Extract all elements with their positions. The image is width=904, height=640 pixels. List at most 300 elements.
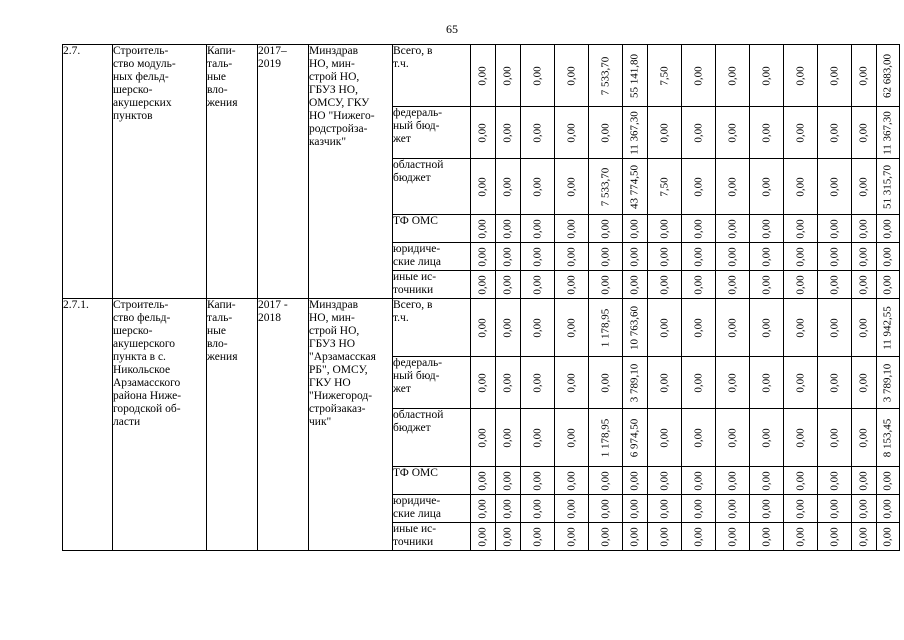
value-text: 0,00 <box>794 274 806 295</box>
value-text: 7 533,70 <box>599 56 611 95</box>
value-text: 0,00 <box>565 218 577 239</box>
value-cell <box>623 495 648 523</box>
value-text: 3 789,10 <box>628 363 641 402</box>
period: 2017 - 2018 <box>258 299 309 551</box>
value-text: 0,00 <box>565 498 577 519</box>
value-cell <box>784 495 818 523</box>
value-cell <box>852 299 877 357</box>
value-cell <box>471 409 496 467</box>
value-cell <box>471 159 496 215</box>
value-text: 0,00 <box>760 246 772 267</box>
group-code: 2.7. <box>63 45 113 299</box>
value-text: 0,00 <box>476 526 489 547</box>
value-text: 0,00 <box>794 427 806 448</box>
value-text: 0,00 <box>794 218 806 239</box>
value-cell <box>852 523 877 551</box>
value-cell <box>750 299 784 357</box>
value-text: 0,00 <box>760 427 772 448</box>
value-cell <box>784 299 818 357</box>
value-cell <box>471 215 496 243</box>
value-cell <box>589 215 623 243</box>
value-cell <box>648 215 682 243</box>
value-cell <box>623 409 648 467</box>
value-cell <box>496 243 521 271</box>
value-cell <box>818 299 852 357</box>
value-text: 0,00 <box>828 526 840 547</box>
value-cell <box>682 107 716 159</box>
value-cell <box>589 495 623 523</box>
value-text: 0,00 <box>881 274 894 295</box>
funding-source: областной бюджет <box>393 159 471 215</box>
value-text: 0,00 <box>599 470 611 491</box>
table-row <box>63 45 900 107</box>
value-text: 1 178,95 <box>599 308 611 347</box>
value-text: 0,00 <box>794 122 806 143</box>
funding-source: иные ис- точники <box>393 271 471 299</box>
value-cell <box>750 159 784 215</box>
value-cell <box>521 523 555 551</box>
value-text: 0,00 <box>599 122 611 143</box>
value-text: 0,00 <box>828 317 840 338</box>
value-text: 0,00 <box>531 176 543 197</box>
value-cell <box>623 243 648 271</box>
value-text: 7,50 <box>658 176 670 197</box>
value-text: 0,00 <box>531 317 543 338</box>
value-text: 0,00 <box>531 498 543 519</box>
value-text: 0,00 <box>628 274 641 295</box>
value-text: 0,00 <box>881 218 894 239</box>
value-text: 0,00 <box>857 470 870 491</box>
value-cell <box>648 495 682 523</box>
value-text: 0,00 <box>881 526 894 547</box>
value-text: 0,00 <box>794 246 806 267</box>
value-text: 0,00 <box>531 65 543 86</box>
value-text: 6 974,50 <box>628 418 641 457</box>
value-text: 0,00 <box>565 122 577 143</box>
value-cell <box>750 243 784 271</box>
value-text: 0,00 <box>760 176 772 197</box>
value-cell <box>682 45 716 107</box>
value-text: 0,00 <box>857 498 870 519</box>
value-cell <box>716 159 750 215</box>
value-cell <box>496 523 521 551</box>
value-cell <box>521 271 555 299</box>
value-cell <box>555 299 589 357</box>
value-cell <box>818 107 852 159</box>
value-cell <box>750 495 784 523</box>
value-text: 0,00 <box>501 372 514 393</box>
value-text: 0,00 <box>857 372 870 393</box>
value-text: 0,00 <box>794 176 806 197</box>
value-text: 0,00 <box>726 372 738 393</box>
value-cell <box>750 215 784 243</box>
value-cell <box>589 523 623 551</box>
value-text: 0,00 <box>565 427 577 448</box>
value-cell <box>877 215 900 243</box>
value-cell <box>784 45 818 107</box>
value-text: 0,00 <box>501 526 514 547</box>
value-text: 0,00 <box>794 372 806 393</box>
value-cell <box>750 357 784 409</box>
value-text: 11 367,30 <box>881 110 894 155</box>
value-text: 0,00 <box>760 372 772 393</box>
value-cell <box>555 45 589 107</box>
funding-source: иные ис- точники <box>393 523 471 551</box>
value-cell <box>496 467 521 495</box>
group-code: 2.7.1. <box>63 299 113 551</box>
value-cell <box>555 409 589 467</box>
value-cell <box>555 159 589 215</box>
value-cell <box>682 299 716 357</box>
value-text: 7 533,70 <box>599 167 611 206</box>
value-text: 0,00 <box>692 372 704 393</box>
value-cell <box>555 107 589 159</box>
value-text: 0,00 <box>794 317 806 338</box>
value-cell <box>471 299 496 357</box>
value-cell <box>716 357 750 409</box>
funding-source: федераль- ный бюд- жет <box>393 357 471 409</box>
value-cell <box>818 215 852 243</box>
value-cell <box>877 107 900 159</box>
value-cell <box>750 409 784 467</box>
value-text: 0,00 <box>501 498 514 519</box>
value-text: 11 942,55 <box>881 305 894 350</box>
value-text: 0,00 <box>794 498 806 519</box>
value-cell <box>750 107 784 159</box>
value-text: 0,00 <box>760 317 772 338</box>
value-text: 0,00 <box>531 122 543 143</box>
value-text: 0,00 <box>658 246 670 267</box>
value-text: 0,00 <box>760 526 772 547</box>
value-text: 0,00 <box>828 498 840 519</box>
value-text: 0,00 <box>857 218 870 239</box>
value-text: 0,00 <box>760 498 772 519</box>
value-cell <box>623 271 648 299</box>
value-cell <box>682 467 716 495</box>
value-cell <box>589 467 623 495</box>
value-cell <box>877 495 900 523</box>
value-cell <box>716 523 750 551</box>
value-text: 0,00 <box>726 218 738 239</box>
value-text: 0,00 <box>692 526 704 547</box>
value-text: 0,00 <box>531 274 543 295</box>
value-text: 0,00 <box>501 470 514 491</box>
value-cell <box>716 467 750 495</box>
value-cell <box>471 243 496 271</box>
value-cell <box>750 271 784 299</box>
value-text: 0,00 <box>828 218 840 239</box>
value-cell <box>496 159 521 215</box>
funding-source: областной бюджет <box>393 409 471 467</box>
value-text: 0,00 <box>501 246 514 267</box>
value-text: 0,00 <box>726 274 738 295</box>
value-text: 0,00 <box>628 246 641 267</box>
value-cell <box>623 357 648 409</box>
value-cell <box>877 409 900 467</box>
value-text: 0,00 <box>760 122 772 143</box>
value-text: 0,00 <box>531 372 543 393</box>
value-cell <box>750 45 784 107</box>
value-cell <box>648 159 682 215</box>
value-cell <box>521 243 555 271</box>
value-text: 0,00 <box>692 427 704 448</box>
value-text: 0,00 <box>476 246 489 267</box>
value-text: 0,00 <box>692 470 704 491</box>
value-cell <box>555 215 589 243</box>
group-name: Строитель- ство модуль- ных фельд- шерско- акушерских пунктов <box>113 45 207 299</box>
value-cell <box>818 271 852 299</box>
value-cell <box>471 495 496 523</box>
value-cell <box>521 495 555 523</box>
value-text: 0,00 <box>531 246 543 267</box>
value-cell <box>471 107 496 159</box>
value-cell <box>623 107 648 159</box>
value-cell <box>716 409 750 467</box>
value-text: 0,00 <box>726 122 738 143</box>
value-cell <box>521 299 555 357</box>
value-cell <box>818 357 852 409</box>
value-cell <box>852 243 877 271</box>
value-text: 0,00 <box>628 498 641 519</box>
value-cell <box>852 215 877 243</box>
value-cell <box>682 495 716 523</box>
value-text: 0,00 <box>726 470 738 491</box>
value-text: 0,00 <box>692 218 704 239</box>
value-text: 0,00 <box>794 526 806 547</box>
value-text: 0,00 <box>857 176 870 197</box>
value-text: 0,00 <box>476 274 489 295</box>
funding-source: ТФ ОМС <box>393 467 471 495</box>
value-text: 0,00 <box>565 372 577 393</box>
value-text: 1 178,95 <box>599 418 611 457</box>
value-cell <box>496 107 521 159</box>
value-cell <box>682 215 716 243</box>
value-cell <box>471 523 496 551</box>
value-text: 0,00 <box>476 65 489 86</box>
value-cell <box>716 271 750 299</box>
value-text: 0,00 <box>476 122 489 143</box>
value-text: 51 315,70 <box>881 164 894 209</box>
value-cell <box>623 215 648 243</box>
value-text: 0,00 <box>599 498 611 519</box>
value-text: 0,00 <box>828 427 840 448</box>
value-text: 0,00 <box>501 122 514 143</box>
funding-source: Всего, в т.ч. <box>393 299 471 357</box>
value-cell <box>471 271 496 299</box>
value-cell <box>852 467 877 495</box>
value-cell <box>555 495 589 523</box>
value-cell <box>682 409 716 467</box>
value-text: 0,00 <box>565 274 577 295</box>
value-text: 0,00 <box>760 65 772 86</box>
value-cell <box>555 523 589 551</box>
value-text: 0,00 <box>857 122 870 143</box>
value-text: 0,00 <box>828 470 840 491</box>
value-cell <box>471 45 496 107</box>
page-number: 65 <box>446 22 458 36</box>
value-cell <box>589 45 623 107</box>
value-cell <box>682 243 716 271</box>
value-text: 0,00 <box>726 498 738 519</box>
value-text: 0,00 <box>857 427 870 448</box>
value-text: 0,00 <box>857 526 870 547</box>
value-text: 0,00 <box>857 65 870 86</box>
value-cell <box>496 357 521 409</box>
value-text: 0,00 <box>658 372 670 393</box>
value-cell <box>784 107 818 159</box>
value-cell <box>852 107 877 159</box>
value-cell <box>784 357 818 409</box>
value-cell <box>496 495 521 523</box>
value-text: 0,00 <box>692 246 704 267</box>
value-text: 10 763,60 <box>628 305 641 350</box>
value-text: 0,00 <box>476 498 489 519</box>
value-cell <box>589 357 623 409</box>
value-cell <box>555 243 589 271</box>
value-text: 0,00 <box>692 317 704 338</box>
period: 2017– 2019 <box>258 45 309 299</box>
value-text: 0,00 <box>658 122 670 143</box>
value-text: 0,00 <box>828 274 840 295</box>
value-cell <box>682 159 716 215</box>
value-text: 3 789,10 <box>881 363 894 402</box>
value-text: 0,00 <box>692 498 704 519</box>
group-name: Строитель- ство фельд- шерско- акушерского пункта в с. Никольское Арзамасского района Ниже- городской об- ласти <box>113 299 207 551</box>
value-cell <box>784 467 818 495</box>
value-cell <box>716 495 750 523</box>
value-text: 0,00 <box>476 372 489 393</box>
funding-source: юридиче- ские лица <box>393 495 471 523</box>
value-text: 0,00 <box>628 470 641 491</box>
value-text: 0,00 <box>658 470 670 491</box>
value-text: 0,00 <box>476 470 489 491</box>
value-cell <box>877 467 900 495</box>
value-cell <box>471 357 496 409</box>
value-cell <box>818 495 852 523</box>
value-text: 62 683,00 <box>881 53 894 98</box>
value-text: 0,00 <box>881 470 894 491</box>
value-cell <box>877 45 900 107</box>
value-text: 0,00 <box>726 65 738 86</box>
value-cell <box>784 243 818 271</box>
value-cell <box>648 299 682 357</box>
value-cell <box>852 357 877 409</box>
value-cell <box>521 409 555 467</box>
funding-source: федераль- ный бюд- жет <box>393 107 471 159</box>
value-cell <box>648 107 682 159</box>
executors: Минздрав НО, мин- строй НО, ГБУЗ НО, ОМСУ, ГКУ НО "Нижего- родстройза- казчик" <box>309 45 393 299</box>
value-text: 0,00 <box>726 526 738 547</box>
value-cell <box>784 215 818 243</box>
value-text: 0,00 <box>476 176 489 197</box>
value-cell <box>877 271 900 299</box>
value-text: 0,00 <box>692 176 704 197</box>
value-cell <box>648 243 682 271</box>
value-text: 0,00 <box>658 526 670 547</box>
value-text: 0,00 <box>599 218 611 239</box>
value-cell <box>784 523 818 551</box>
value-cell <box>648 357 682 409</box>
value-cell <box>818 409 852 467</box>
value-text: 0,00 <box>658 317 670 338</box>
value-text: 0,00 <box>501 274 514 295</box>
value-cell <box>648 467 682 495</box>
value-cell <box>623 159 648 215</box>
value-cell <box>716 107 750 159</box>
value-cell <box>716 45 750 107</box>
value-cell <box>623 467 648 495</box>
value-cell <box>555 271 589 299</box>
value-text: 7,50 <box>658 65 670 86</box>
value-cell <box>589 107 623 159</box>
funding-source: ТФ ОМС <box>393 215 471 243</box>
value-cell <box>589 243 623 271</box>
value-text: 0,00 <box>565 526 577 547</box>
value-cell <box>877 299 900 357</box>
value-cell <box>750 467 784 495</box>
value-cell <box>589 299 623 357</box>
value-cell <box>648 45 682 107</box>
value-cell <box>818 45 852 107</box>
value-text: 0,00 <box>501 317 514 338</box>
value-text: 0,00 <box>531 470 543 491</box>
value-text: 0,00 <box>476 427 489 448</box>
value-text: 0,00 <box>760 470 772 491</box>
value-text: 0,00 <box>501 176 514 197</box>
value-cell <box>496 409 521 467</box>
funding-table <box>62 44 900 551</box>
value-cell <box>471 467 496 495</box>
value-cell <box>521 159 555 215</box>
value-cell <box>682 271 716 299</box>
value-text: 0,00 <box>658 274 670 295</box>
value-cell <box>555 357 589 409</box>
investment-type: Капи- таль- ные вло- жения <box>207 45 258 299</box>
value-text: 0,00 <box>565 246 577 267</box>
funding-source: юридиче- ские лица <box>393 243 471 271</box>
value-text: 0,00 <box>828 176 840 197</box>
value-text: 0,00 <box>881 246 894 267</box>
value-text: 0,00 <box>828 372 840 393</box>
value-text: 0,00 <box>565 176 577 197</box>
value-cell <box>521 45 555 107</box>
value-cell <box>682 523 716 551</box>
value-text: 11 367,30 <box>628 110 641 155</box>
value-text: 0,00 <box>881 498 894 519</box>
value-cell <box>648 409 682 467</box>
value-text: 0,00 <box>794 470 806 491</box>
value-text: 0,00 <box>531 218 543 239</box>
value-cell <box>623 45 648 107</box>
funding-source: Всего, в т.ч. <box>393 45 471 107</box>
value-text: 0,00 <box>692 122 704 143</box>
value-cell <box>716 243 750 271</box>
value-text: 8 153,45 <box>881 418 894 457</box>
value-text: 0,00 <box>531 427 543 448</box>
value-cell <box>852 409 877 467</box>
value-cell <box>818 243 852 271</box>
value-text: 0,00 <box>565 65 577 86</box>
value-cell <box>496 271 521 299</box>
value-text: 0,00 <box>828 246 840 267</box>
value-cell <box>648 271 682 299</box>
value-cell <box>784 159 818 215</box>
value-text: 0,00 <box>726 317 738 338</box>
value-text: 0,00 <box>726 246 738 267</box>
value-text: 0,00 <box>628 526 641 547</box>
value-text: 0,00 <box>857 246 870 267</box>
value-cell <box>750 523 784 551</box>
